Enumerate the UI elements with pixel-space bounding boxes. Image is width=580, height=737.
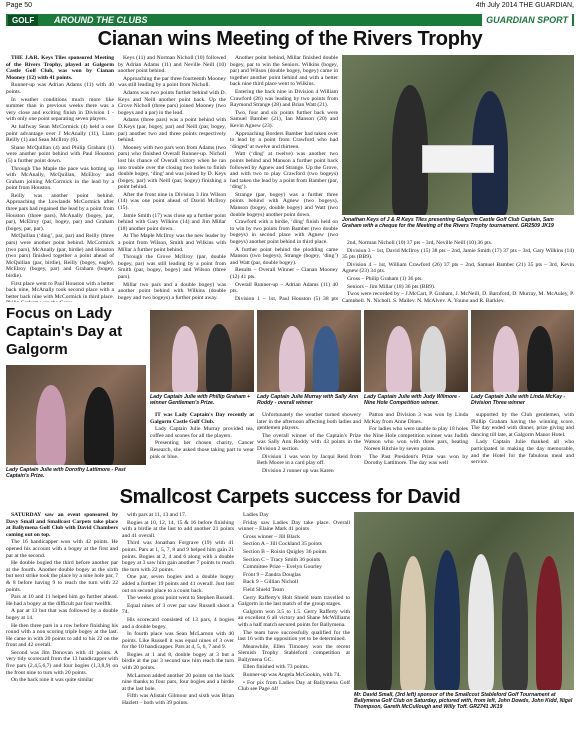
story3-photo-caption: Mr. David Small, (3rd left) sponsor of the Smallcost Stableford Golf Tournament at Ballymena Golf Club on Saturday, pictured with, from left, John Dowds, John Kidd, Nigel Thompson, Gareth McCullough and Willy Toff. GR2741 JK19 xyxy=(354,692,573,710)
person-figure xyxy=(172,326,198,392)
section-banner xyxy=(6,14,574,26)
person-figure xyxy=(468,554,494,690)
paragraph: Division 4 – 1st, William Crawford (26) 37 pts – 2nd, Samuel Bamber (21) 35 pts – 3rd, Kevin Agnew (23) 34 pts. xyxy=(342,261,574,275)
division-three-winner-photo xyxy=(471,310,574,392)
paragraph: Galgorm won 3.5 to 1.5. Gerry Rafferty with an excellent 6 all victory and Shane McWilliams with a half match secured points for Ballymena. xyxy=(238,608,350,628)
story2-col1 xyxy=(150,412,254,484)
paragraph: The weeks gross point went to Stephen Russell. xyxy=(127,595,234,602)
paragraph: Runner-up was Adrian Adams (11) with 40 points. xyxy=(6,82,114,95)
person-figure xyxy=(527,326,553,392)
paragraph: Ladies Day xyxy=(243,512,269,518)
trophy-presentation-photo xyxy=(342,55,574,215)
paragraph: The team have successfully qualified for the last 16 with the opposition yet to be determined. xyxy=(238,629,350,643)
paragraph: Second was Jim Donovan with 41 points. A very tidy scorecard from the 13 handicapper with five pars (2,4,5,6,7) and four bogies (1,3,8,9) on the front nine to turn with 20 points. xyxy=(6,649,118,676)
paragraph: Through The Maple the pace was hotting up with McAnally, McQuillan, McElroy and Graham joining McCormick in the lead by a point from Houston. xyxy=(6,165,114,192)
paragraph: Patton and Division 3 was won by Linda McKay from Anne Dines. xyxy=(364,412,468,425)
paragraph: Back 9 – Gillian Nicholl xyxy=(243,579,298,586)
paragraph: Mooney with two pars won from Adams (two pars) who finished Overall Runner-up. Nicholl lost his chance of Overall victory when he ran into trouble over the closing two holes to finish double bogey, ‘ding’ and was joined by D. Keys (bogey, par) with Neill (par, bogey) finishing a point behind. xyxy=(118,144,226,191)
paragraph: Through the Grove McIlroy (par, double bogey, par) was still leading by a point from Smith (par, bogey, bogey) and Wilson (three pars). xyxy=(118,254,226,280)
paragraph: Third was Jonathan Forgrave (19) with 41 points. Pars at 1, 5, 7, 8 and 9 helped him gain 21 points. Bogies at 2, 4 and 6 along with a double bogey at 3 saw him gain another 7 points to reach the turn with 22 points. xyxy=(122,540,234,573)
story3-col1 xyxy=(6,512,118,734)
caption-nine-hole-winner: Lady Captain Julie with Judy Wilmore - Nine Hole Competition winner. xyxy=(364,394,461,406)
past-captains-prize-photo xyxy=(6,365,146,465)
paragraph: Millar two pars and a double bogey) was another point behind with Wilkins (double bogey and two bogeys) a further point away. xyxy=(118,281,226,301)
paragraph: Ellen finished with 73 points. xyxy=(243,664,310,671)
cheque-image xyxy=(422,145,494,173)
paragraph: Jamie Smith (17) was close up a further point behind with Gary Wilkins (14) and Jim Millar (18) another point down. xyxy=(118,212,226,232)
paragraph: The overall winner of the Captain's Prize was Sally Ann Roddy with 43 points in the Division 2 section. xyxy=(257,432,361,452)
paragraph: THE J.&R. Keys Tiles sponsored Meeting of the Rivers Trophy, played at Galgorm Castle Golf Club, was won by Cianan Mooney (12) with 41 points. xyxy=(6,55,114,81)
paragraph: Gerry Rafferty's Holt Shield team travelled to Galgorm in the last match of the group stages. xyxy=(238,594,350,608)
paragraph: After the front nine in Division 3 Jim Wilson (14) was one point ahead of David McIlroy (15). xyxy=(118,191,226,212)
paragraph: Section B – Roisin Quigley 36 points xyxy=(243,548,327,555)
brand-logo xyxy=(482,14,572,26)
paragraph: Results – Overall Winner – Cianan Mooney (12) 41 pts. xyxy=(230,267,338,280)
paragraph: Division 3 – 1st, David McIlroy (15) 38 pts – 2nd, Jamie Smith (17) 37 pts – 3rd, Gary Wilkins (14) 35 pts (BB9). xyxy=(342,247,574,261)
paragraph: First place went to Paul Houston with a better back nine, McAnally took second place with a better back nine with McCormick in third place. xyxy=(6,280,114,300)
person-figure xyxy=(36,385,66,465)
paragraph: Division 1 was won by Jacqui Reid from Beth Moore in a card play off. xyxy=(257,453,361,467)
smallcost-group-photo xyxy=(354,512,574,690)
story2-col2 xyxy=(257,412,361,484)
paragraph: Watt (‘ding’ at twelve) was another two points behind and Manson a further point back followed by Agnew and Strange. Up the Grove, and with two to play Crawford (two bogeys) had taken the lead by a point from Bamber (par, ‘ding’). xyxy=(230,151,338,191)
paragraph: Shane McQuillan (4) and Philip Graham (1) were another point behind with Paul Houston (5) a further point down. xyxy=(6,144,114,164)
paragraph: One par, seven bogies and a double bogey added a further 19 points and 41 overall. Just lost out on second place to a count back. xyxy=(122,574,234,594)
paragraph: Runner-up was Angela McGookin, with 74. xyxy=(243,672,341,679)
paragraph: At The Maple McIlroy was the new leader by a point from Wilson, Smith and Wilkins with Millar a further point behind. xyxy=(118,233,226,253)
story2-col3 xyxy=(364,412,468,484)
paragraph: with pars at 11, 13 and 17. xyxy=(127,512,187,518)
paragraph: Approaching the par three fourteenth Mooney was still leading by a point from Nicholl. xyxy=(118,75,226,89)
story1-col3 xyxy=(230,55,338,302)
caption-overall-winner: Lady Captain Julie Murray with Sally Ann Roddy - overall winner xyxy=(257,394,359,406)
caption-division-three-winner: Lady Captain Julie with Linda McKay - Division Three winner xyxy=(471,394,566,406)
story2-col4 xyxy=(471,412,574,484)
caption-past-captains-prize: Lady Captain Julie with Dorothy Lattimore - Past Captain's Prize. xyxy=(6,467,126,479)
paragraph: IT was Lady Captain's Day recently at Galgorm Castle Golf Club. xyxy=(150,412,254,425)
paragraph: Friday saw Ladies Day take place. Overall winner – Elaine Mark 41 points xyxy=(238,519,350,533)
nine-hole-winner-photo xyxy=(364,310,468,392)
person-figure xyxy=(400,556,426,690)
overall-winner-photo xyxy=(257,310,361,392)
page-header xyxy=(6,2,574,14)
caption-gentlemens-prize: Lady Captain Julie with Phillip Graham + winner Gentlemen's Prize. xyxy=(150,394,251,406)
paragraph: Division 2 runner up was Karen xyxy=(262,467,334,474)
paragraph: Adams was two points further behind with D. Keys and Neill another point back. Up the Grove Nicholl (three pars) joined Mooney (two bogeys and a par) in the lead. xyxy=(118,89,226,116)
paragraph: The Past President's Prize was won by Dorothy Lattimore. The day was well xyxy=(364,453,468,467)
paragraph: 2nd, Norman Nicholl (10) 37 pts – 3rd, Neville Neill (10) 36 pts. xyxy=(347,240,493,246)
paragraph: Section C – Tracy Smith 36 points xyxy=(243,556,321,563)
paragraph: He then three pars in a row before finishing his round with a non scoring triple bogey at the last. He came in with 20 points to add to his 22 on the front and 42 overall. xyxy=(6,622,118,649)
paragraph: • For pix from Ladies Day at Ballymena Golf Club see Page 44! xyxy=(238,679,350,693)
person-figure xyxy=(84,387,114,465)
paragraph: Twos were recorded by – J.McCart, P. Graham, J. McNeill, D. Barnford, D. Murray, M. McAuley, P. Campbell, N. Nicholl, S. Mailey, N. McAlvey, A. Young and R. Barkley. xyxy=(342,291,574,302)
paragraph: Unfortunately the weather turned showery later in the afternoon affecting both ladies and gentlemen players. xyxy=(257,412,361,432)
paragraph: For ladies who were unable to play 18 holes the Nine Hole competition winner was Judith Watson who won with three pars, beating Noreen Ritchie by seven points. xyxy=(364,426,468,452)
issue-date: 4th July 2014 THE GUARDIAN, xyxy=(475,2,574,9)
paragraph: Section A – Jill Cockland 35 points xyxy=(243,541,322,548)
section-tag: GOLF xyxy=(8,15,38,26)
paragraph: Keys (11) and Norman Nicholl (10) followed by Adrian Adams (11) and Neville Neill (10) another point behind. xyxy=(118,55,226,75)
paragraph: Equal nines of 3 over par saw Russell shoot a 74. xyxy=(122,602,234,616)
person-figure xyxy=(493,326,519,392)
paragraph: A further point behind the plodding came Manson (two bogeys), Strange (bogey, ‘ding’) and Watt (par, double bogey). xyxy=(230,246,338,266)
page-number: Page 50 xyxy=(6,2,33,9)
paragraph: In fourth place was Sean McLarnon with 40 points. Like Russell it was equal nines of 3 over for the 10 handicapper. Pars at 4, 5, 6, 7 and 9. xyxy=(122,631,234,651)
paragraph: Gross winner – Jill Black xyxy=(243,533,300,540)
paragraph: Pars at 10 and 11 helped him go further ahead. He had a bogey at the difficult par four twelfth. xyxy=(6,594,118,607)
story1-col1 xyxy=(6,55,114,302)
paragraph: Crawford with a birdie, ‘ding’ finish held on to win by two points from Bamber (two double bogeys) in second place with Agnew (two bogeys) another point behind in third place. xyxy=(230,219,338,246)
paragraph: At halfway Sean McCormick (4) held a one point advantage over J McAnally (11), Liam Reilly (1) and Sean McIlroy (6). xyxy=(6,123,114,144)
story1-photo-caption: Jonathan Keys of J & R Keys Tiles presenting Galgorm Castle Golf Club Captain, Sam Graham with a cheque for the Meeting of the Rivers Trophy tournament. GR2509 JK19 xyxy=(342,217,554,229)
story1-headline: Cianan wins Meeting of the Rivers Trophy xyxy=(97,28,483,50)
paragraph: The 16 handicapper won with 42 points. He opened his account with a bogey at the first and par at the second. xyxy=(6,539,118,559)
paragraph: Seniors – Jim Millar (18) 36 pts (BB9). xyxy=(347,283,436,290)
story3-headline: Smallcost Carpets success for David xyxy=(119,486,461,508)
story3-col3 xyxy=(238,512,350,734)
paragraph: Committee Prize – Evelyn Gourley xyxy=(243,564,322,571)
paragraph: His scorecard consisted of 13 pars, 4 bogies and a double bogey. xyxy=(122,616,234,630)
person-figure xyxy=(502,552,528,690)
paragraph: Entering the back nine in Division 4 William Crawford (26) was leading by two points from Raymond Strange (28) and Brian Watt (21). xyxy=(230,88,338,109)
paragraph: Adams (three pars) was a point behind with D.Keys (par, bogey, par) and Neill (par, bogey, par) another two and three points respectively behind. xyxy=(118,117,226,144)
story3-col2 xyxy=(122,512,234,734)
person-figure xyxy=(313,326,339,392)
paragraph: McLarnon added another 20 points on the back nine thanks to four pars, four bogies and a birdie at the last hole. xyxy=(122,672,234,692)
brand-text: GUARDIAN SPORT xyxy=(486,15,568,25)
paragraph: Lady Captain Julie thanked all who participated in making the day memorable, and the Hotel for the fabulous meal and service. xyxy=(471,439,574,466)
paragraph: Reilly was another point behind. Approaching the Lowlands McCormick after three pars had regained the lead by a point from Houston (three pars), McAnally (bogey, par, par), McElroy (par, bogey, par) and Graham (bogey, par, par). xyxy=(6,192,114,232)
person-figure xyxy=(386,326,412,392)
paragraph: In weather conditions much more like summer than in previous weeks there was a very close and exciting finish in Division 1 - with only one point separating seven players. xyxy=(6,96,114,123)
paragraph: Fifth was Alistair Gilmour and sixth was Brian Hazlett – both with 39 points. xyxy=(122,693,234,707)
paragraph: Approaching Borders Bamber had taken over to lead by a point from Crawford who had ‘dinged’ at twelve and thirteen. xyxy=(230,130,338,150)
paragraph: Front 9 – Zandra Douglas xyxy=(243,571,301,578)
paragraph: Bogies at 1 and 8, double bogey at 3 but a birdie at the par 3 second saw him reach the turn with 20 points. xyxy=(122,651,234,672)
story2-headline: Focus on Lady Captain's Day at Galgorm xyxy=(6,305,123,358)
person-figure xyxy=(206,324,232,392)
story1-col4 xyxy=(342,240,574,302)
person-figure xyxy=(434,550,460,690)
paragraph: On the back nine it was quite similar xyxy=(11,677,94,684)
story1-col2 xyxy=(118,55,226,302)
person-figure xyxy=(279,326,305,392)
paragraph: A par at 13 but that was followed by a double bogey at 14. xyxy=(6,608,118,621)
paragraph: Bogies at 10, 12, 14, 15 & 16 before finishing with a birdie at the last to add another 21 points and 41 overall. xyxy=(122,519,234,539)
paragraph: Lady Captain Julie Murray provided tea, coffee and scones for all the players. xyxy=(150,426,254,439)
person-figure xyxy=(366,552,392,690)
person-figure xyxy=(536,556,562,690)
paragraph: Another point behind, Millar finished double bogey, par to win the Seniors. Wilkins (bogey, par) and Wilson (double bogey, bogey) came in together another point behind and with a better back nine third place went to Wilkins. xyxy=(230,55,338,88)
paragraph: Gross – Philip Graham (1) 36 pts. xyxy=(347,275,423,282)
paragraph: Meanwhile, Ellen Timoney won the recent Slemish Trophy Stableford competition at Ballymena GC. xyxy=(238,643,350,663)
paragraph: He double bogied the third before another par at the fourth. Another double bogey at the sixth but next strike took the place by a nine hole par, 7 & 8 before having 9 to reach the turn with 22 points. xyxy=(6,560,118,593)
section-title: AROUND THE CLUBS xyxy=(54,15,148,25)
paragraph: Overall Runner-up – Adrian Adams (11) 40 pts. xyxy=(230,281,338,295)
paragraph: SATURDAY saw an event sponsored by Davy Small and Smallcost Carpets take place at Ballymena Golf Club with David Chambers coming out on top. xyxy=(6,512,118,538)
gentlemens-prize-photo xyxy=(150,310,254,392)
paragraph: supported by the Club gentlemen, with Phillip Graham having the winning score. The day ended with dinner, prize giving and dancing till late, at Galgorm Manor Hotel. xyxy=(471,412,574,438)
paragraph: Division 1 – 1st, Paul Houston (5) 38 pts xyxy=(235,295,338,302)
paragraph: Field Shield Team xyxy=(243,586,284,593)
paragraph: McQuillan (‘ding’, par, par) and Reilly (three pars) were another point behind. McCormick (two pars), McAnally (par, birdie) and Houston (two pars) finished together a point ahead of McQuillan (par, birdie), Reilly (bogey, eagle), McElroy (bogey, par) and Graham (bogey, birdie). xyxy=(6,233,114,279)
paragraph: Strange (par, bogey) was a further three points behind with Agnew (two bogeys), Manson (bogey, double bogey) and Watt (two double bogeys) another point down. xyxy=(230,191,338,218)
paragraph: Presenting her chosen charity, Cancer Research, she asked those taking part to wear pink or blue. xyxy=(150,440,254,460)
paragraph: Two, four and six points further back were Samuel Barnber (21), Ian Manson (20) and Kevin Agnew (23). xyxy=(230,109,338,129)
person-figure xyxy=(420,326,446,392)
